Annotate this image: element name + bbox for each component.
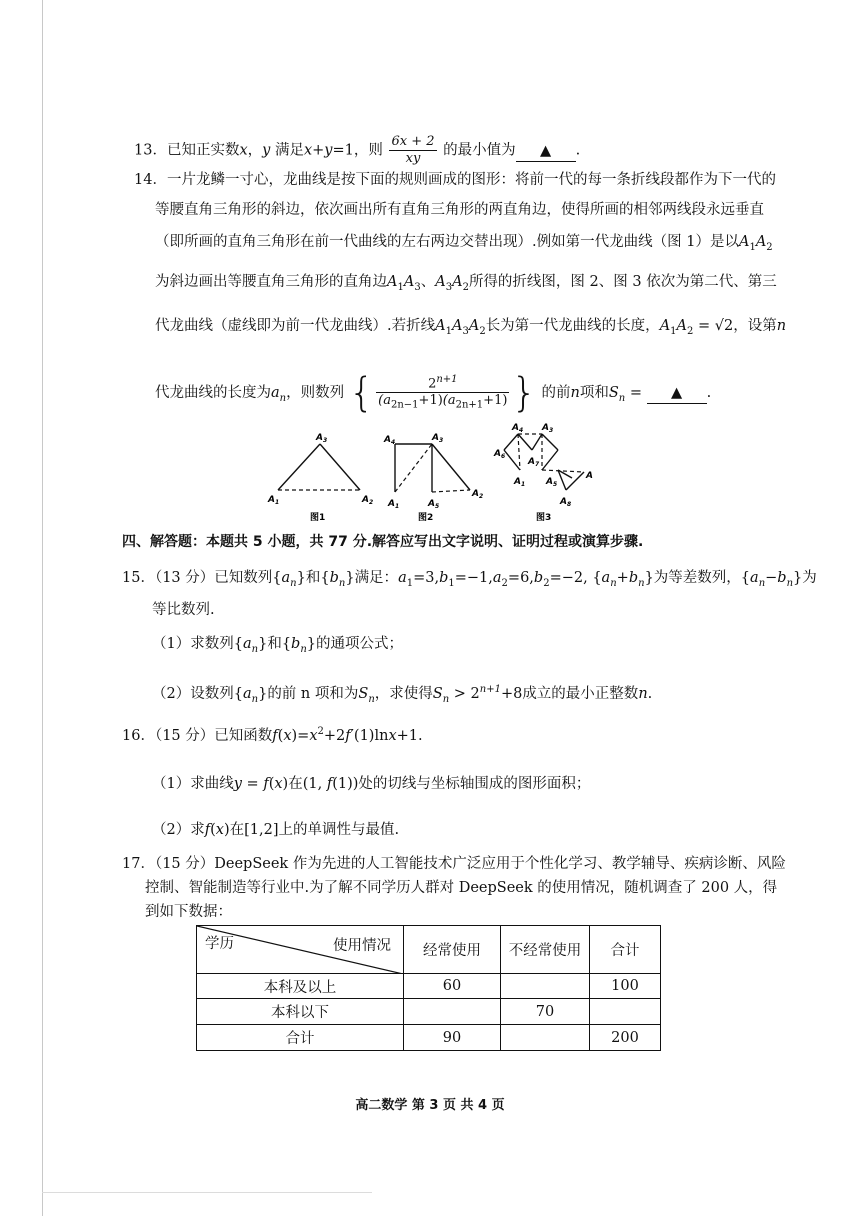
table-cell: 200 bbox=[590, 1025, 661, 1051]
svg-text:A3: $A_3$ bbox=[316, 433, 328, 444]
header-infrequent: 不经常使用 bbox=[501, 926, 590, 974]
table-cell bbox=[501, 1025, 590, 1051]
q15-part-2: （2）设数列$\{a_n\}$的前 n 项和为$S_n$，求使得$S_n > 2^{n+1}+8$成立的最小正整数n. bbox=[152, 684, 653, 705]
q13-fraction: $\frac{6x + 2}{xy}$ bbox=[391, 134, 435, 166]
table-cell bbox=[501, 974, 590, 999]
svg-text:A3: $A_3$ bbox=[432, 433, 444, 444]
svg-text:A4: $A_4$ bbox=[512, 423, 524, 434]
svg-text:A2: $A_2$ bbox=[362, 495, 374, 506]
svg-text:A1: $A_1$ bbox=[268, 495, 280, 506]
q13-mid1: 满足 bbox=[274, 142, 304, 159]
figure-3 bbox=[493, 423, 593, 523]
table-cell bbox=[590, 999, 661, 1025]
q14-line-4: 为斜边画出等腰直角三角形的直角边$A_1A_3$、$A_3A_2$所得的折线图，图 2、图 3 依次为第二代、第三 bbox=[155, 274, 777, 293]
section-4-title: 四、解答题：本题共 5 小题，共 77 分.解答应写出文字说明、证明过程或演算步骤. bbox=[122, 534, 644, 550]
header-total: 合计 bbox=[590, 926, 661, 974]
row-label: 本科及以上 bbox=[197, 974, 404, 999]
q15-part-1: （1）求数列$\{a_n\}$和$\{b_n\}$的通项公式； bbox=[152, 636, 404, 655]
figure-2 bbox=[383, 433, 483, 523]
question-13: 13．已知正实数x，y 满足x+y=1，则 $\frac{6x + 2}{xy}$ 的最小值为 ▲ . bbox=[134, 134, 581, 166]
q17-line-3: 到如下数据： bbox=[145, 904, 232, 920]
row-label: 合计 bbox=[197, 1025, 404, 1051]
table-row bbox=[197, 999, 661, 1025]
svg-text:A3: $A_3$ bbox=[542, 423, 554, 434]
svg-text:A1: $A_1$ bbox=[388, 499, 400, 510]
figure-2-caption: 图2 bbox=[418, 513, 434, 523]
q17-line-1: 17．（15 分）DeepSeek 作为先进的人工智能技术广泛应用于个性化学习、教学辅导、疾病诊断、风险 bbox=[122, 856, 786, 872]
corner-label-right: 使用情况 bbox=[333, 938, 391, 954]
page-footer: 高二数学 第 3 页 共 4 页 bbox=[355, 1098, 505, 1113]
figure-1 bbox=[267, 433, 373, 523]
svg-text:A1: $A_1$ bbox=[514, 477, 526, 488]
table-row bbox=[197, 1025, 661, 1051]
svg-text:A8: $A_8$ bbox=[560, 497, 572, 508]
q14-line-2: 等腰直角三角形的斜边，依次画出所有直角三角形的两直角边，使得所画的相邻两线段永远垂直 bbox=[155, 202, 764, 218]
dragon-curve-figures bbox=[260, 420, 620, 530]
q13-answer-blank[interactable]: ▲ bbox=[516, 141, 576, 162]
table-cell: 90 bbox=[404, 1025, 501, 1051]
figure-3-caption: 图3 bbox=[536, 513, 552, 523]
table-cell: 100 bbox=[590, 974, 661, 999]
question-16: 16．（15 分）已知函数$f(x)=x^2+2f'(1)\ln x+1$. bbox=[122, 726, 423, 744]
q17-line-2: 控制、智能制造等行业中.为了解不同学历人群对 DeepSeek 的使用情况，随机调查了 200 人，得 bbox=[145, 880, 778, 896]
q13-lead: 13．已知正实数 bbox=[134, 142, 240, 159]
svg-text:A2: $A_2$ bbox=[472, 489, 484, 500]
svg-text:A5: $A_5$ bbox=[546, 477, 558, 488]
header-frequent: 经常使用 bbox=[404, 926, 501, 974]
usage-data-table bbox=[196, 925, 661, 1051]
question-15: 15．（13 分）已知数列$\{a_n\}$和$\{b_n\}$满足：$a_1=3,b_1=-1,a_2=6,b_2=-2$, $\{a_n+b_n\}$为等差数列，$\{a_n-b_n\}$为 bbox=[122, 570, 817, 589]
q16-part-2: （2）求f(x)在[1,2]上的单调性与最值. bbox=[152, 822, 400, 838]
page-left-edge bbox=[42, 0, 43, 1216]
table-cell: 60 bbox=[404, 974, 501, 999]
table-cell: 70 bbox=[501, 999, 590, 1025]
corner-label-left: 学历 bbox=[205, 936, 234, 952]
table-corner-cell bbox=[197, 926, 404, 974]
q14-answer-blank[interactable]: ▲ bbox=[647, 383, 707, 404]
row-label: 本科以下 bbox=[197, 999, 404, 1025]
q16-part-1: （1）求曲线y = f(x)在(1, f(1))处的切线与坐标轴围成的图形面积； bbox=[152, 776, 591, 792]
q15-line-2: 等比数列. bbox=[152, 602, 215, 618]
q14-line-6: 代龙曲线的长度为$a_n$，则数列 { $\frac{2^{n+1}}{(a_{2n-1}+1)(a_{2n+1}+1)}$ } 的前n项和$S_n$ = ▲ . bbox=[155, 369, 712, 416]
q14-line-5: 代龙曲线（虚线即为前一代龙曲线）.若折线$A_1A_3A_2$长为第一代龙曲线的长度，$A_1A_2 = √2$，设第n bbox=[155, 318, 787, 337]
table-row bbox=[197, 974, 661, 999]
q13-mid2: ，则 bbox=[353, 142, 383, 159]
table-cell bbox=[404, 999, 501, 1025]
svg-text:A6: $A_6$ bbox=[494, 449, 506, 460]
figure-1-caption: 图1 bbox=[310, 513, 326, 523]
q14-fraction: $\frac{2^{n+1}}{(a_{2n-1}+1)(a_{2n+1}+1)}$ bbox=[378, 374, 508, 411]
q14-line-3: （即所画的直角三角形在前一代曲线的左右两边交替出现）.例如第一代龙曲线（图 1）是以$A_1A_2$ bbox=[155, 234, 773, 253]
svg-text:A5: $A_5$ bbox=[428, 499, 440, 510]
q14-line-1: 14．一片龙鳞一寸心，龙曲线是按下面的规则画成的图形：将前一代的每一条折线段都作为下一代的 bbox=[134, 172, 776, 188]
q13-tail: 的最小值为 bbox=[443, 142, 516, 159]
page-bottom-edge bbox=[42, 1192, 372, 1193]
svg-text:A7: $A_7$ bbox=[528, 457, 540, 468]
svg-text:A: A bbox=[586, 471, 593, 481]
svg-text:A4: $A_4$ bbox=[384, 435, 396, 446]
